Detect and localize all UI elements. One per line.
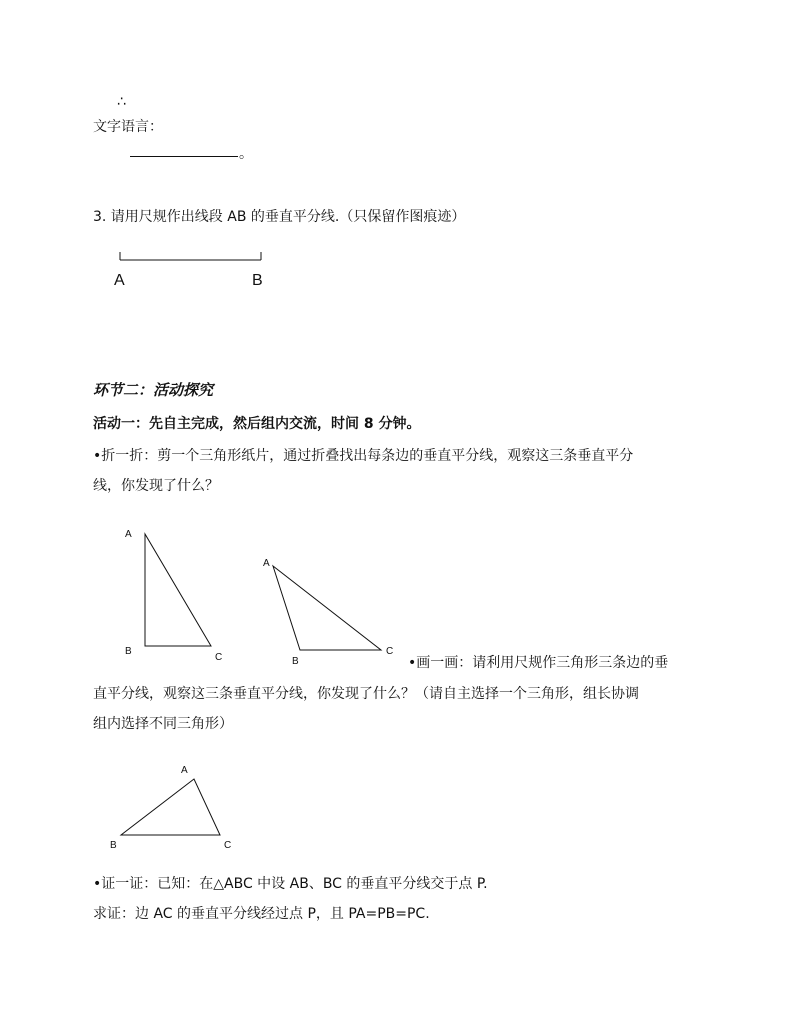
draw-instruction-line-2: 直平分线，观察这三条垂直平分线，你发现了什么？（请自主选择一个三角形，组长协调 xyxy=(93,686,639,702)
tri3-label-a: A xyxy=(181,765,188,776)
tri2-label-b: B xyxy=(292,656,299,667)
draw-instruction-line-3: 组内选择不同三角形） xyxy=(93,716,233,732)
tri2-label-a: A xyxy=(263,558,270,569)
fold-instruction-line-2: 线，你发现了什么？ xyxy=(93,478,219,494)
tri3-label-c: C xyxy=(224,840,232,851)
tri1-label-b: B xyxy=(125,646,132,657)
prove-to-show: 求证：边 AC 的垂直平分线经过点 P，且 PA=PB=PC. xyxy=(93,906,430,922)
tri1-label-c: C xyxy=(215,652,223,663)
question-3-text: 3. 请用尺规作出线段 AB 的垂直平分线.（只保留作图痕迹） xyxy=(93,209,466,225)
text-language-label: 文字语言： xyxy=(93,119,163,135)
tri2-label-c: C xyxy=(386,646,394,657)
segment-label-a: A xyxy=(114,272,125,289)
activity-1-heading: 活动一：先自主完成，然后组内交流，时间 8 分钟。 xyxy=(93,416,421,432)
triangle-3 xyxy=(121,779,220,835)
blank-suffix: 。 xyxy=(239,146,253,162)
section-title: 环节二：活动探究 xyxy=(93,381,214,399)
segment-label-b: B xyxy=(252,272,263,289)
tri3-label-b: B xyxy=(110,840,117,851)
prove-given: •证一证：已知：在△ABC 中设 AB、BC 的垂直平分线交于点 P. xyxy=(93,876,488,892)
therefore-symbol: ∴ xyxy=(117,94,126,110)
triangle-2 xyxy=(273,566,381,650)
tri1-label-a: A xyxy=(125,529,132,540)
triangle-1 xyxy=(145,534,211,646)
fold-instruction-line-1: •折一折：剪一个三角形纸片，通过折叠找出每条边的垂直平分线，观察这三条垂直平分 xyxy=(93,448,634,464)
draw-instruction-line-1: •画一画：请利用尺规作三角形三条边的垂 xyxy=(408,655,669,671)
